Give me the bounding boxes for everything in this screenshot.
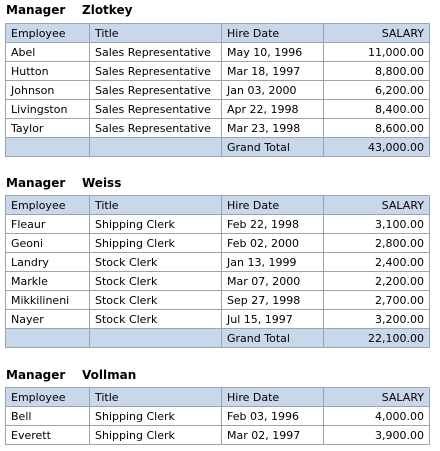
employee-table bbox=[5, 387, 430, 445]
cell-title: Shipping Clerk bbox=[90, 215, 222, 234]
cell-hire-date: Mar 07, 2000 bbox=[222, 272, 324, 291]
cell-hire-date: Feb 22, 1998 bbox=[222, 215, 324, 234]
grand-total-label: Grand Total bbox=[222, 138, 324, 157]
cell-title: Sales Representative bbox=[90, 43, 222, 62]
cell-hire-date: May 10, 1996 bbox=[222, 43, 324, 62]
manager-heading bbox=[0, 2, 430, 19]
employee-table bbox=[5, 195, 430, 348]
cell-salary: 11,000.00 bbox=[324, 43, 430, 62]
total-spacer bbox=[6, 329, 90, 348]
manager-name: Weiss bbox=[82, 176, 122, 190]
cell-salary: 2,800.00 bbox=[324, 234, 430, 253]
column-header-title: Title bbox=[90, 196, 222, 215]
cell-title: Stock Clerk bbox=[90, 310, 222, 329]
column-header-salary: SALARY bbox=[324, 24, 430, 43]
table-row bbox=[6, 100, 430, 119]
manager-name: Vollman bbox=[82, 368, 137, 382]
cell-hire-date: Sep 27, 1998 bbox=[222, 291, 324, 310]
cell-salary: 8,800.00 bbox=[324, 62, 430, 81]
table-row bbox=[6, 253, 430, 272]
column-header-employee: Employee bbox=[6, 196, 90, 215]
cell-hire-date: Feb 03, 1996 bbox=[222, 407, 324, 426]
table-row bbox=[6, 43, 430, 62]
cell-salary: 3,100.00 bbox=[324, 215, 430, 234]
column-header-salary: SALARY bbox=[324, 196, 430, 215]
table-row bbox=[6, 272, 430, 291]
cell-employee: Hutton bbox=[6, 62, 90, 81]
column-header-hire-date: Hire Date bbox=[222, 388, 324, 407]
manager-group-zlotkey bbox=[0, 2, 430, 157]
table-header-row bbox=[6, 388, 430, 407]
table-row bbox=[6, 234, 430, 253]
manager-name: Zlotkey bbox=[82, 3, 133, 17]
table-row bbox=[6, 426, 430, 445]
table-row bbox=[6, 291, 430, 310]
manager-label: Manager bbox=[6, 368, 66, 382]
cell-employee: Fleaur bbox=[6, 215, 90, 234]
cell-salary: 8,600.00 bbox=[324, 119, 430, 138]
table-row bbox=[6, 310, 430, 329]
cell-salary: 3,900.00 bbox=[324, 426, 430, 445]
cell-title: Stock Clerk bbox=[90, 291, 222, 310]
table-row bbox=[6, 62, 430, 81]
cell-hire-date: Mar 02, 1997 bbox=[222, 426, 324, 445]
column-header-hire-date: Hire Date bbox=[222, 196, 324, 215]
cell-salary: 4,000.00 bbox=[324, 407, 430, 426]
cell-title: Shipping Clerk bbox=[90, 426, 222, 445]
total-spacer bbox=[90, 329, 222, 348]
manager-label: Manager bbox=[6, 3, 66, 17]
cell-hire-date: Jul 15, 1997 bbox=[222, 310, 324, 329]
cell-title: Stock Clerk bbox=[90, 253, 222, 272]
cell-title: Sales Representative bbox=[90, 81, 222, 100]
total-spacer bbox=[90, 138, 222, 157]
employee-table bbox=[5, 23, 430, 157]
grand-total-value: 22,100.00 bbox=[324, 329, 430, 348]
table-row bbox=[6, 407, 430, 426]
manager-heading bbox=[0, 175, 430, 192]
cell-employee: Abel bbox=[6, 43, 90, 62]
cell-title: Sales Representative bbox=[90, 100, 222, 119]
cell-title: Stock Clerk bbox=[90, 272, 222, 291]
table-header-row bbox=[6, 24, 430, 43]
grand-total-value: 43,000.00 bbox=[324, 138, 430, 157]
grand-total-row bbox=[6, 329, 430, 348]
cell-salary: 2,200.00 bbox=[324, 272, 430, 291]
cell-title: Shipping Clerk bbox=[90, 407, 222, 426]
cell-employee: Mikkilineni bbox=[6, 291, 90, 310]
cell-hire-date: Feb 02, 2000 bbox=[222, 234, 324, 253]
column-header-employee: Employee bbox=[6, 388, 90, 407]
manager-heading bbox=[0, 367, 430, 384]
cell-salary: 2,400.00 bbox=[324, 253, 430, 272]
cell-employee: Livingston bbox=[6, 100, 90, 119]
cell-salary: 2,700.00 bbox=[324, 291, 430, 310]
cell-title: Shipping Clerk bbox=[90, 234, 222, 253]
cell-employee: Bell bbox=[6, 407, 90, 426]
cell-employee: Geoni bbox=[6, 234, 90, 253]
cell-salary: 3,200.00 bbox=[324, 310, 430, 329]
cell-hire-date: Mar 18, 1997 bbox=[222, 62, 324, 81]
cell-employee: Johnson bbox=[6, 81, 90, 100]
cell-salary: 8,400.00 bbox=[324, 100, 430, 119]
cell-salary: 6,200.00 bbox=[324, 81, 430, 100]
table-row bbox=[6, 119, 430, 138]
cell-title: Sales Representative bbox=[90, 119, 222, 138]
cell-hire-date: Mar 23, 1998 bbox=[222, 119, 324, 138]
column-header-title: Title bbox=[90, 24, 222, 43]
manager-group-weiss bbox=[0, 175, 430, 348]
cell-hire-date: Jan 03, 2000 bbox=[222, 81, 324, 100]
cell-hire-date: Jan 13, 1999 bbox=[222, 253, 324, 272]
manager-group-vollman bbox=[0, 367, 430, 445]
column-header-title: Title bbox=[90, 388, 222, 407]
grand-total-row bbox=[6, 138, 430, 157]
cell-employee: Taylor bbox=[6, 119, 90, 138]
column-header-employee: Employee bbox=[6, 24, 90, 43]
grand-total-label: Grand Total bbox=[222, 329, 324, 348]
column-header-salary: SALARY bbox=[324, 388, 430, 407]
cell-hire-date: Apr 22, 1998 bbox=[222, 100, 324, 119]
cell-employee: Nayer bbox=[6, 310, 90, 329]
manager-label: Manager bbox=[6, 176, 66, 190]
column-header-hire-date: Hire Date bbox=[222, 24, 324, 43]
cell-employee: Markle bbox=[6, 272, 90, 291]
total-spacer bbox=[6, 138, 90, 157]
table-row bbox=[6, 81, 430, 100]
table-header-row bbox=[6, 196, 430, 215]
table-row bbox=[6, 215, 430, 234]
cell-employee: Landry bbox=[6, 253, 90, 272]
cell-title: Sales Representative bbox=[90, 62, 222, 81]
cell-employee: Everett bbox=[6, 426, 90, 445]
